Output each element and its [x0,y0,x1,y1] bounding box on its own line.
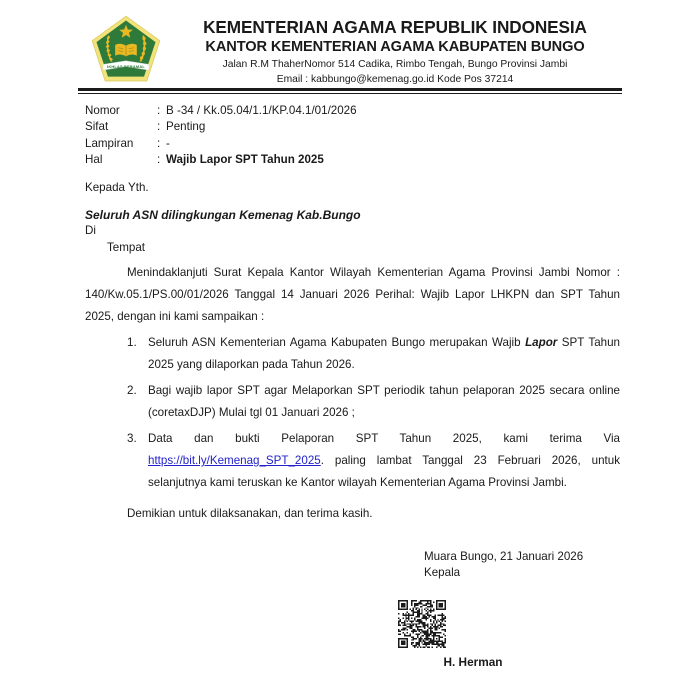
recipient-place: Tempat [107,240,146,254]
meta-colon-lampiran: : [157,136,161,150]
qr-code [398,600,446,648]
svg-text:IKHLAS BERAMAL: IKHLAS BERAMAL [107,64,145,70]
body-paragraph: Menindaklanjuti Surat Kepala Kantor Wilayah Kementerian Agama Provinsi Jambi Nomor : 140/Kw.05.1/PS.00/01/2026 Tanggal 14 Januari 2026 Perihal: Wajib Lapor LHKPN dan SPT Tahun 2025, dengan ini kami sampaikan : [85,266,620,323]
meta-row-nomor [85,103,357,119]
logo-container [78,14,174,86]
letterhead-text [174,14,622,87]
numbered-list [127,332,620,498]
header-rule-thin [78,93,622,94]
letter-meta [85,103,357,169]
meta-value-lampiran: - [166,136,170,150]
signature-block [424,549,583,582]
office-name: KANTOR KEMENTERIAN AGAMA KABUPATEN BUNGO [205,39,585,56]
list-item-text [148,332,620,376]
list-item-text-after: . paling lambat Tanggal 23 Februari 2026, untuk selanjutnya kami teruskan ke Kantor wilayah Kementerian Agama Provinsi Jambi. [148,454,620,489]
recipient-salutation: Kepada Yth. [85,181,149,194]
meta-row-lampiran [85,136,357,152]
list-item-text-before: Data dan bukti Pelaporan SPT Tahun 2025, kami terima Via [148,432,620,445]
meta-label-sifat: Sifat [85,120,109,134]
signature-title: Kepala [424,566,461,580]
list-item [127,428,620,494]
ministry-name: KEMENTERIAN AGAMA REPUBLIK INDONESIA [203,17,587,37]
list-item [127,332,620,376]
meta-label-hal: Hal [85,153,103,167]
report-link[interactable]: https://bit.ly/Kemenag_SPT_2025 [148,454,321,467]
meta-label-nomor: Nomor [85,104,120,117]
kemenag-logo-icon [90,14,162,86]
qr-code-canvas [398,600,446,648]
meta-row-hal [85,152,357,168]
list-item-text: Bagi wajib lapor SPT agar Melaporkan SPT periodik tahun pelaporan 2025 secara online (coretaxDJP) Mulai tgl 01 Januari 2026 ; [148,384,620,419]
meta-colon-sifat: : [157,120,161,134]
header-rule-thick [78,88,622,91]
closing-paragraph: Demikian untuk dilaksanakan, dan terima kasih. [127,507,373,520]
meta-value-sifat: Penting [166,120,206,134]
meta-label-lampiran: Lampiran [85,136,134,150]
list-item-number: 3. [127,432,137,445]
recipient-name: Seluruh ASN dilingkungan Kemenag Kab.Bungo [85,207,361,222]
signer-name: H. Herman [443,655,503,669]
list-item-number: 1. [127,336,137,349]
list-item-text-before: Seluruh ASN Kementerian Agama Kabupaten Bungo merupakan Wajib [148,336,526,349]
list-item-emphasis: Lapor [525,336,558,349]
office-address: Jalan R.M ThaherNomor 514 Cadika, Rimbo Tengah, Bungo Provinsi Jambi [222,58,568,70]
meta-colon-nomor: : [157,104,161,117]
recipient-block [85,180,361,256]
list-item-text [148,428,620,494]
list-item-text-after: SPT Tahun 2025 yang dilaporkan pada Tahun 2026. [148,336,620,371]
meta-value-nomor: B -34 / Kk.05.04/1.1/KP.04.1/01/2026 [166,104,357,117]
office-email: Email : kabbungo@kemenag.go.id Kode Pos 37214 [276,73,514,85]
signature-place-date: Muara Bungo, 21 Januari 2026 [424,550,584,563]
letterhead [78,14,622,86]
list-item [127,380,620,424]
meta-value-hal: Wajib Lapor SPT Tahun 2025 [166,153,324,167]
meta-row-sifat [85,119,357,135]
meta-colon-hal: : [157,153,161,167]
recipient-di: Di [85,224,96,238]
list-item-number: 2. [127,384,137,397]
